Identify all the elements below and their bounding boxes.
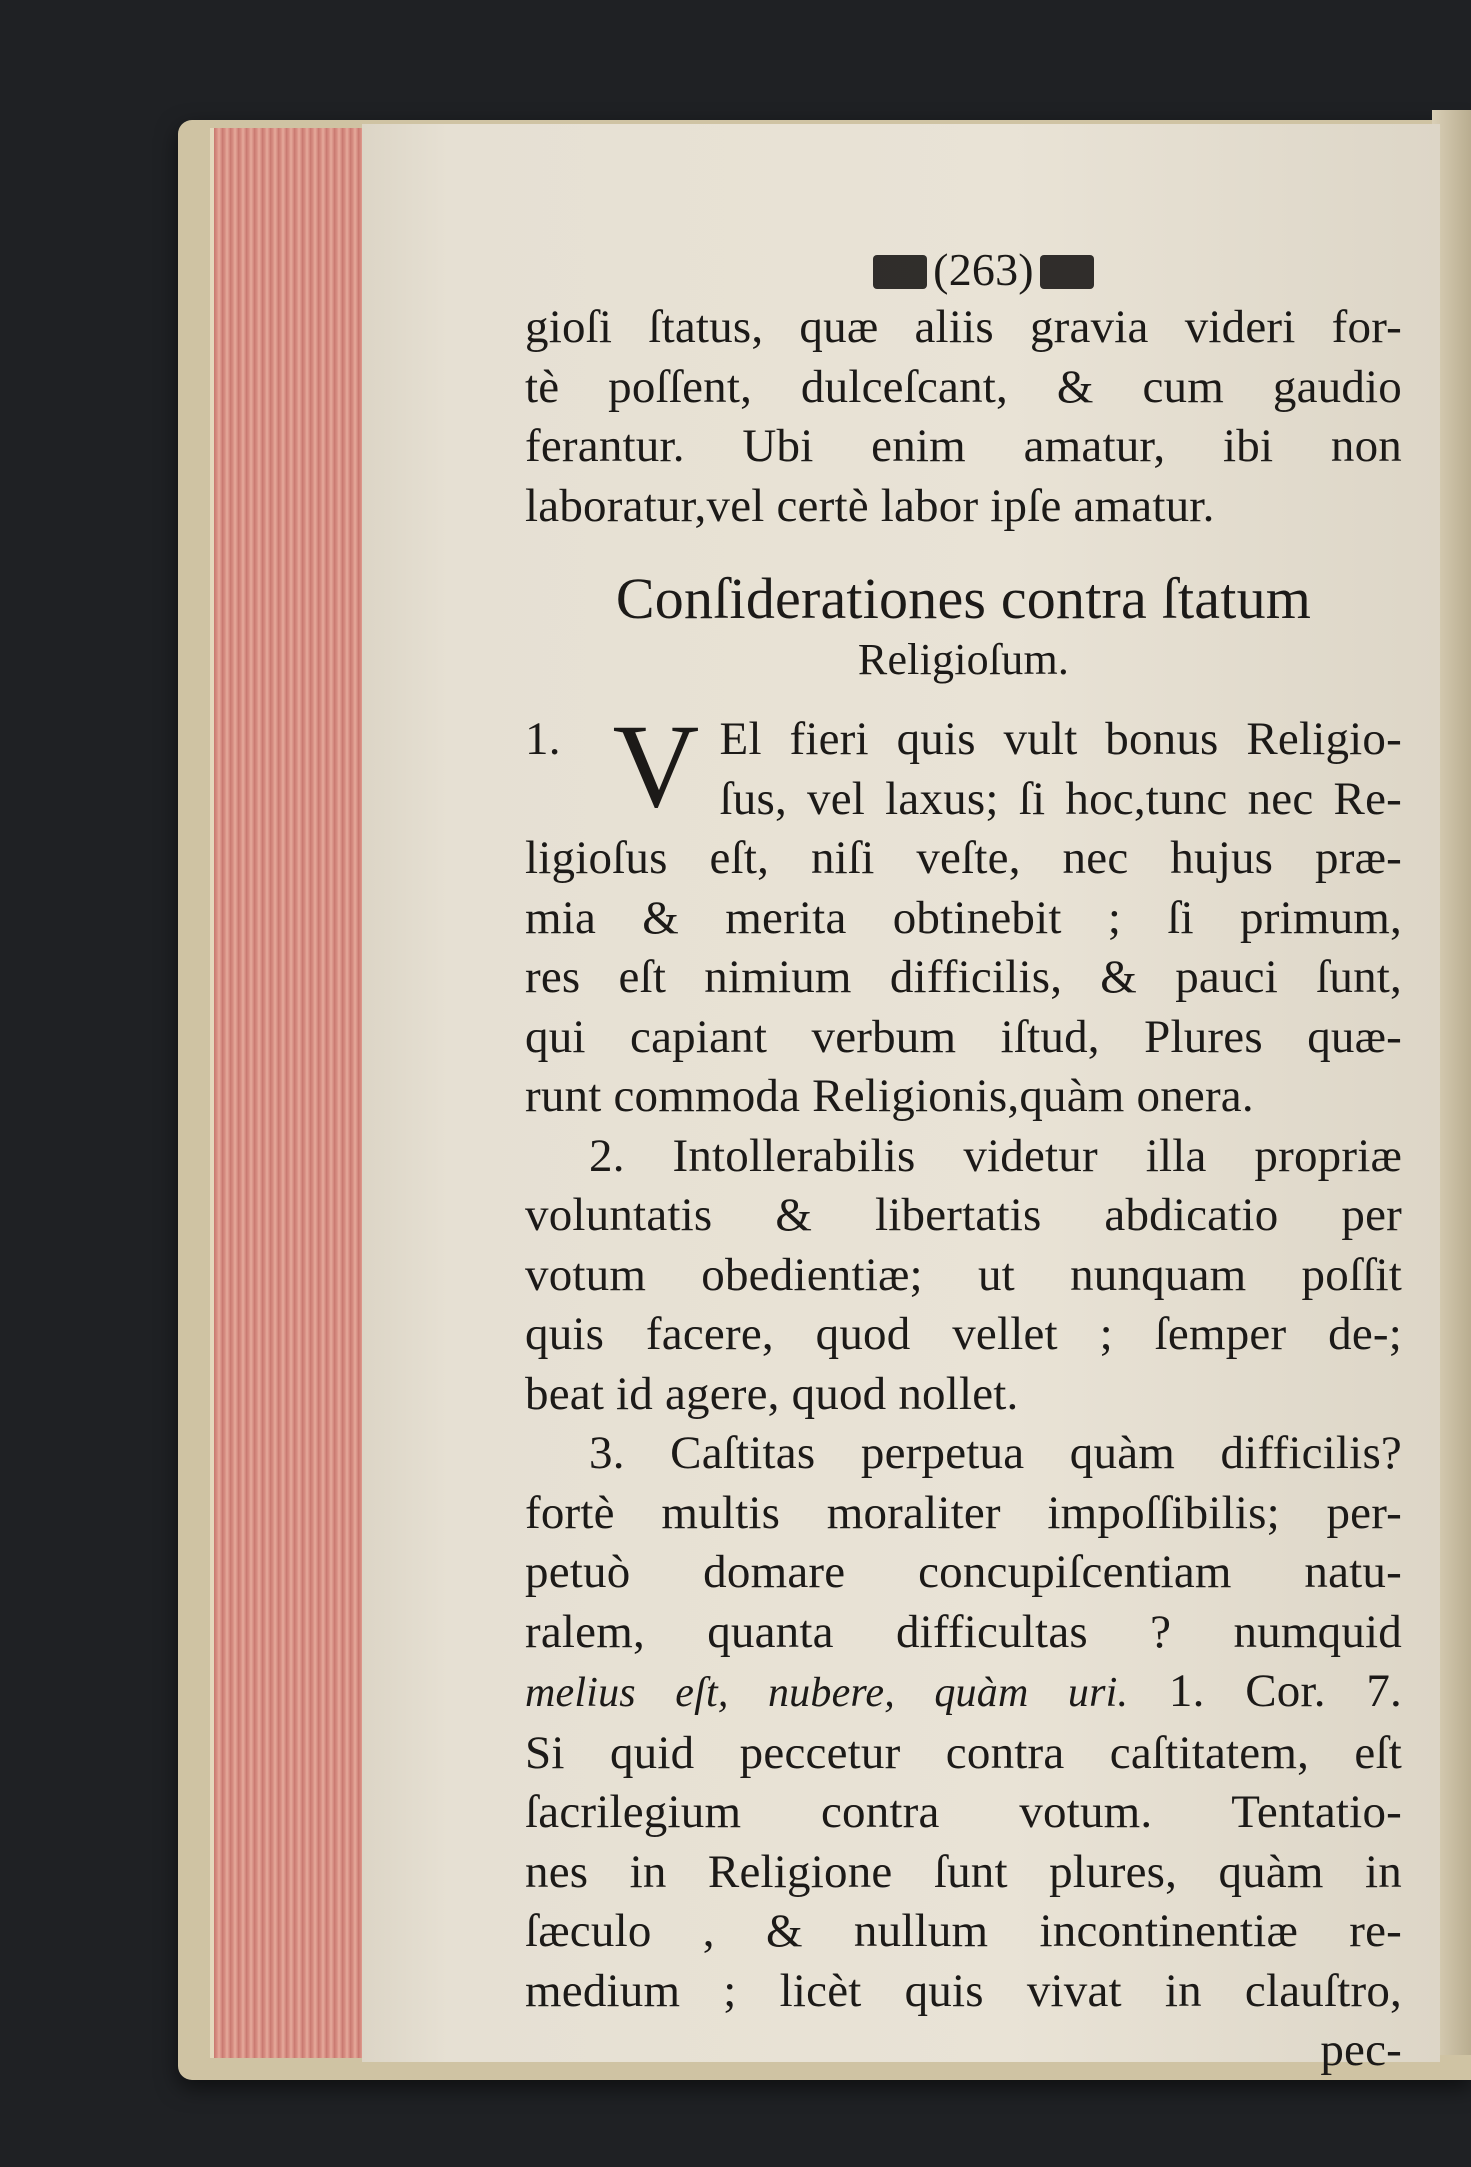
text-line: ligioſus eſt, niſi veſte, nec hujus præ- <box>525 832 1402 884</box>
page-number: (263) <box>933 244 1034 295</box>
item-2 <box>525 1127 1402 1425</box>
paragraph-continuation <box>525 298 1402 536</box>
text-line: 2. Intollerabilis videtur illa propriæ <box>589 1129 1402 1182</box>
section-heading: Conſiderationes contra ſtatum <box>615 566 1312 631</box>
text-line: gioſi ſtatus, quæ aliis gravia videri for- <box>525 301 1402 353</box>
text-line: petuò domare concupiſcentiam natu- <box>525 1546 1402 1598</box>
drop-cap: V <box>612 699 700 832</box>
page-text <box>525 240 1402 2081</box>
text-line: voluntatis & libertatis abdicatio per <box>525 1189 1402 1241</box>
text-line: ralem, quanta difficultas ? numquid <box>525 1605 1402 1658</box>
text-line: ſus, vel laxus; ſi hoc,tunc nec Re- <box>719 772 1402 825</box>
text-line: ferantur. Ubi enim amatur, ibi non <box>525 420 1402 472</box>
text-line: ſæculo , & nullum incontinentiæ re- <box>525 1905 1402 1957</box>
text-line: quis facere, quod vellet ; ſemper de-; <box>525 1308 1402 1360</box>
italic-quotation: melius eſt, nubere, quàm uri. <box>525 1670 1129 1716</box>
text-line: 3. Caſtitas perpetua quàm difficilis? <box>589 1427 1402 1479</box>
text-line: votum obedientiæ; ut nunquam poſſit <box>525 1248 1402 1301</box>
text-line: beat id agere, quod nollet. <box>525 1367 1019 1420</box>
bible-citation: 1. Cor. 7. <box>1168 1665 1402 1717</box>
text-line: mia & merita obtinebit ; ſi primum, <box>525 891 1402 944</box>
text-line: ſacrilegium contra votum. Tentatio- <box>525 1786 1402 1838</box>
page-edges-red <box>210 128 369 2058</box>
text-line: laboratur,vel certè labor ipſe amatur. <box>525 479 1215 532</box>
page-header <box>525 240 1402 300</box>
item-3 <box>525 1424 1402 2021</box>
text-line: runt commoda Religionis,quàm onera. <box>525 1070 1254 1122</box>
text-line-mixed <box>525 1662 1402 1724</box>
text-line: fortè multis moraliter impoſſibilis; per- <box>525 1486 1402 1539</box>
text-line: El fieri quis vult bonus Religio- <box>719 713 1402 765</box>
text-line: nes in Religione ſunt plures, quàm in <box>525 1845 1402 1898</box>
text-line: qui capiant verbum iſtud, Plures quæ- <box>525 1010 1402 1063</box>
text-line: Si quid peccetur contra caſtitatem, eſt <box>525 1726 1402 1779</box>
item-number: 1. <box>525 713 561 765</box>
catchword: pec- <box>1320 2024 1402 2076</box>
text-line: medium ; licèt quis vivat in clauſtro, <box>525 1964 1402 2017</box>
ornament-icon <box>873 255 927 289</box>
section-subheading: Religioſum. <box>857 635 1070 684</box>
ornament-icon <box>1040 255 1094 289</box>
text-line: tè poſſent, dulceſcant, & cum gaudio <box>525 360 1402 413</box>
item-1 <box>525 699 1402 1127</box>
text-line: res eſt nimium difficilis, & pauci ſunt, <box>525 951 1402 1003</box>
